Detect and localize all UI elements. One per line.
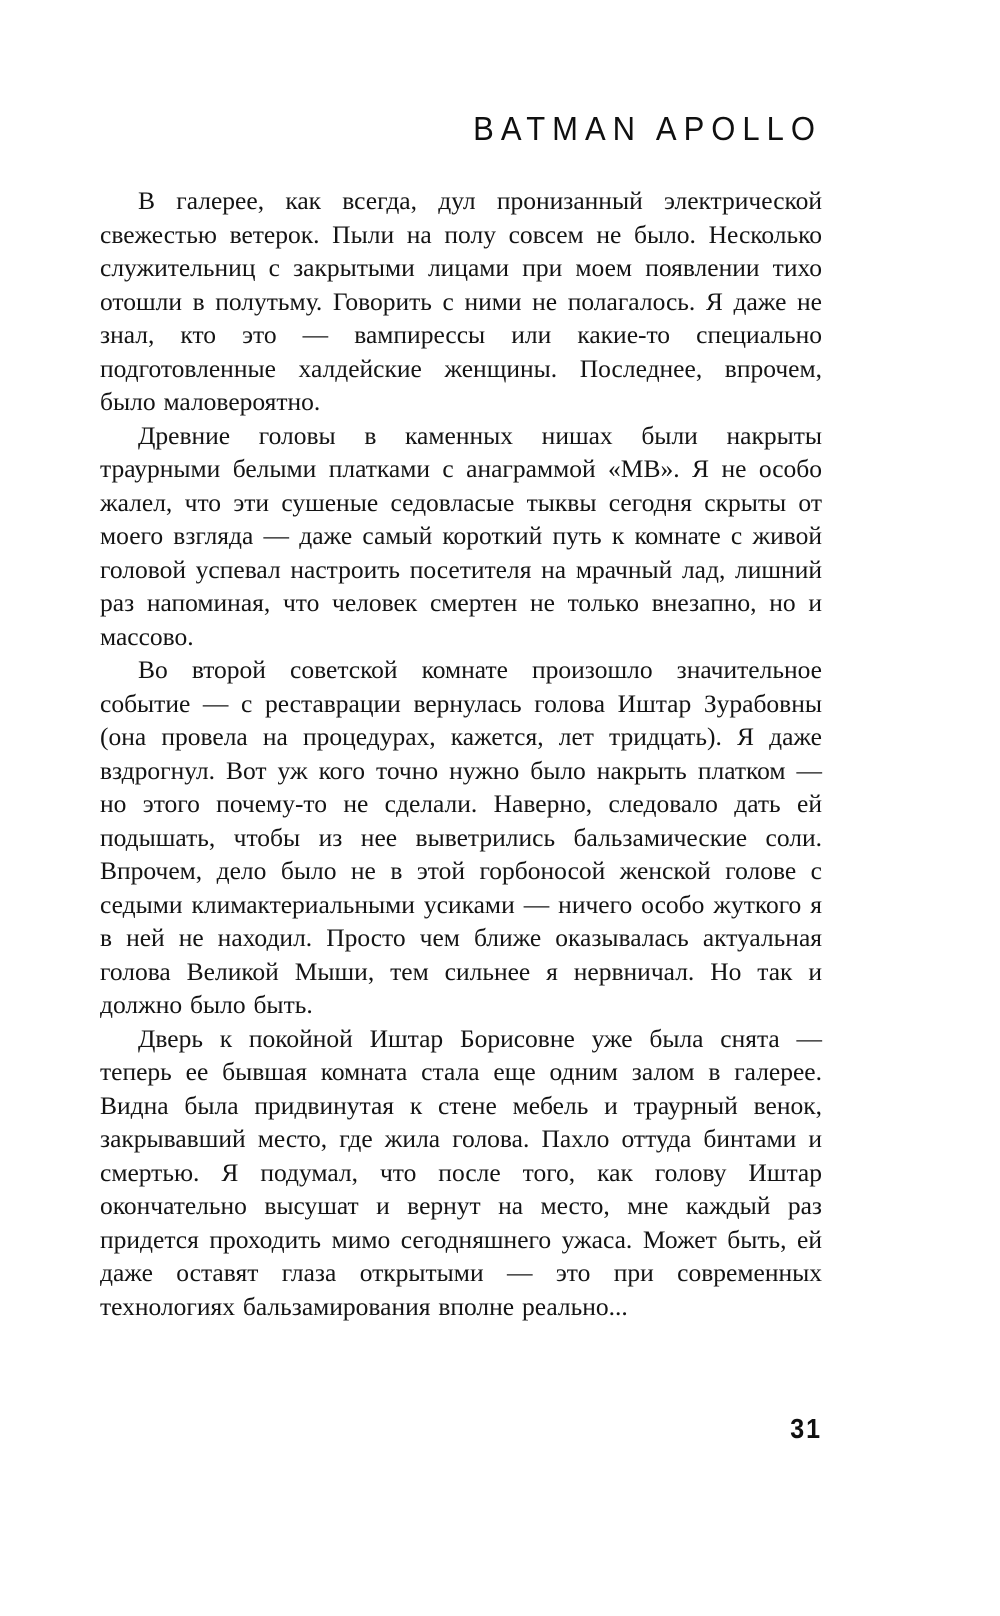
paragraph: Во второй советской комнате произошло значительное событие — с реставрации вернулась голова Иштар Зурабовны (она провела на процедурах, кажется, лет тридцать). Я даже вздрогнул. Вот уж кого точно нужно было накрыть платком — но этого почему-то не сделали. Наверно, следовало дать ей подышать, чтобы из нее выветрились бальзамические соли. Впрочем, дело было не в этой горбоносой женской голове с седыми климактериальными усиками — ничего особо жуткого я в ней не находил. Просто чем ближе оказывалась актуальная голова Великой Мыши, тем сильнее я нервничал. Но так и должно было быть. bbox=[100, 655, 822, 1019]
paragraph: Дверь к покойной Иштар Борисовне уже была снята — теперь ее бывшая комната стала еще одним залом в галерее. Видна была придвинутая к стене мебель и траурный венок, закрывавший место, где жила голова. Пахло оттуда бинтами и смертью. Я подумал, что после того, как голову Иштар окончательно высушат и вернут на место, мне каждый раз придется проходить мимо сегодняшнего ужаса. Может быть, ей даже оставят глаза открытыми — это при современных технологиях бальзамирования вполне реально... bbox=[100, 1023, 822, 1321]
page-number: 31 bbox=[790, 1414, 822, 1445]
paragraph: В галерее, как всегда, дул пронизанный электрической свежестью ветерок. Пыли на полу совсем не было. Несколько служительниц с закрытыми лицами при моем появлении тихо отошли в полутьму. Говорить с ними не полагалось. Я даже не знал, кто это — вампирессы или какие-то специально подготовленные халдейские женщины. Последнее, впрочем, было маловероятно. bbox=[100, 186, 822, 416]
running-header: BATMAN APOLLO bbox=[473, 110, 822, 148]
page-body bbox=[100, 184, 822, 1323]
paragraph: Древние головы в каменных нишах были накрыты траурными белыми платками с анаграммой «МВ». Я не особо жалел, что эти сушеные седовласые тыквы сегодня скрыты от моего взгляда — даже самый короткий путь к комнате с живой головой успевал настроить посетителя на мрачный лад, лишний раз напоминая, что человек смертен не только внезапно, но и массово. bbox=[100, 420, 822, 651]
